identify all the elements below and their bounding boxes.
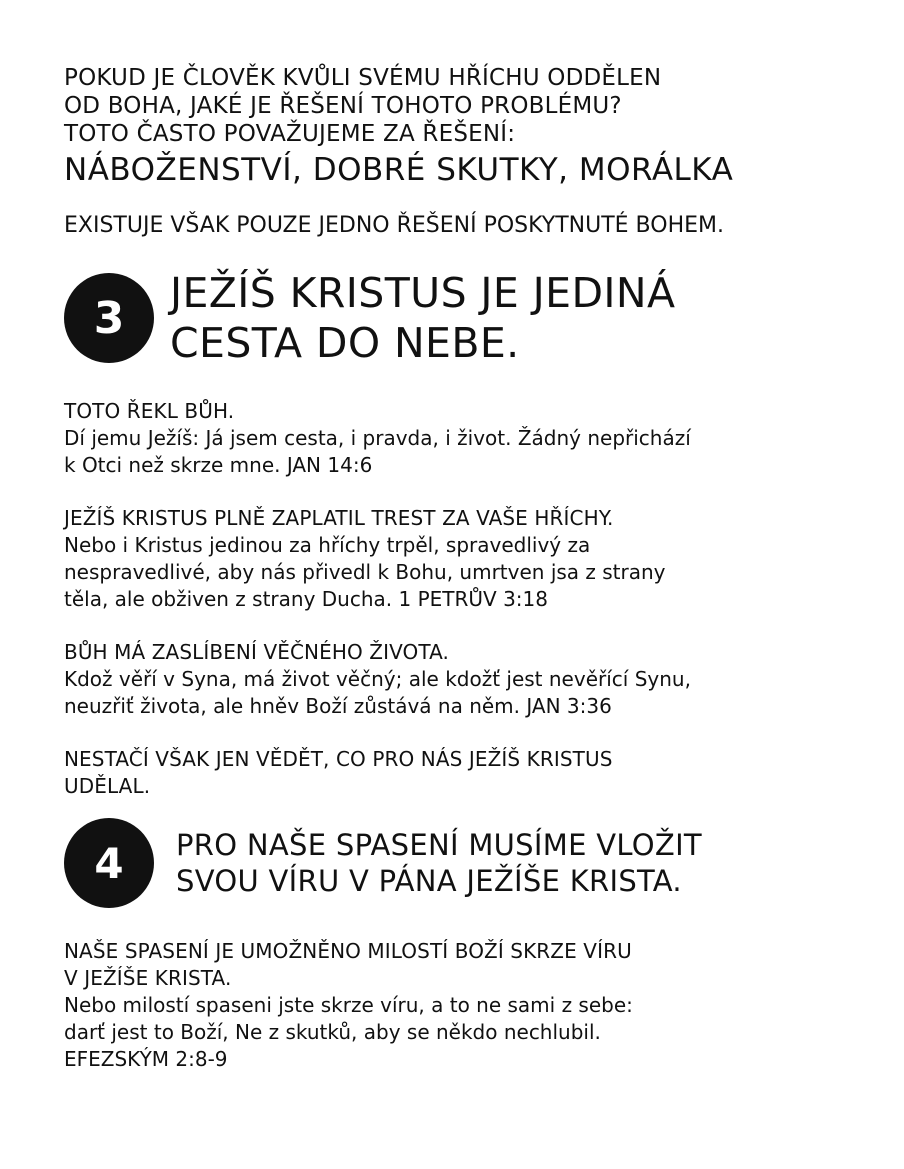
section-heading: JEŽÍŠ KRISTUS PLNĚ ZAPLATIL TREST ZA VAŠE HŘÍCHY. xyxy=(64,506,614,530)
point-4-title-line-2: SVOU VÍRU V PÁNA JEŽÍŠE KRISTA. xyxy=(176,864,682,898)
intro-line-2: OD BOHA, JAKÉ JE ŘEŠENÍ TOHOTO PROBLÉMU? xyxy=(64,93,622,119)
section-text-line: neuzřiť života, ale hněv Boží zůstává na něm. JAN 3:36 xyxy=(64,694,612,718)
section-text-line: Dí jemu Ježíš: Já jsem cesta, i pravda, i život. Žádný nepřichází xyxy=(64,426,691,450)
section-text-line: EFEZSKÝM 2:8-9 xyxy=(64,1047,228,1071)
point-3-title-line-1: JEŽÍŠ KRISTUS JE JEDINÁ xyxy=(170,269,676,317)
section-heading: BŮH MÁ ZASLÍBENÍ VĚČNÉHO ŽIVOTA. xyxy=(64,640,449,664)
section-text-line: V JEŽÍŠE KRISTA. xyxy=(64,966,232,990)
section-text-line: Nebo i Kristus jedinou za hříchy trpěl, spravedlivý za xyxy=(64,533,591,557)
section-text-line: Nebo milostí spaseni jste skrze víru, a to ne sami z sebe: xyxy=(64,993,633,1017)
point-3-heading xyxy=(64,268,864,368)
number-badge-4: 4 xyxy=(64,818,154,908)
point-4-title xyxy=(176,827,702,899)
document-page xyxy=(64,64,864,1073)
number-badge-3: 3 xyxy=(64,273,154,363)
section-heading: NESTAČÍ VŠAK JEN VĚDĚT, CO PRO NÁS JEŽÍŠ KRISTUS xyxy=(64,747,613,771)
intro-line-1: POKUD JE ČLOVĚK KVŮLI SVÉMU HŘÍCHU ODDĚLEN xyxy=(64,65,662,91)
section-toto-rekl-buh xyxy=(64,398,864,479)
section-jezis-zaplatil xyxy=(64,505,864,613)
point-3-title xyxy=(170,268,675,368)
section-nestaci xyxy=(64,746,864,800)
section-text-line: Kdož věří v Syna, má život věčný; ale kdožť jest nevěřící Synu, xyxy=(64,667,691,691)
point-3-title-line-2: CESTA DO NEBE. xyxy=(170,319,520,367)
section-text-line: nespravedlivé, aby nás přivedl k Bohu, umrtven jsa z strany xyxy=(64,560,666,584)
point-4-title-line-1: PRO NAŠE SPASENÍ MUSÍME VLOŽIT xyxy=(176,828,702,862)
section-text-line: k Otci než skrze mne. JAN 14:6 xyxy=(64,453,373,477)
section-text-line: darť jest to Boží, Ne z skutků, aby se někdo nechlubil. xyxy=(64,1020,601,1044)
intro-note: EXISTUJE VŠAK POUZE JEDNO ŘEŠENÍ POSKYTNUTÉ BOHEM. xyxy=(64,213,724,238)
section-text-line: UDĚLAL. xyxy=(64,774,151,798)
intro-line-3: TOTO ČASTO POVAŽUJEME ZA ŘEŠENÍ: xyxy=(64,121,516,147)
section-heading: TOTO ŘEKL BŮH. xyxy=(64,399,235,423)
section-heading: NAŠE SPASENÍ JE UMOŽNĚNO MILOSTÍ BOŽÍ SKRZE VÍRU xyxy=(64,939,632,963)
intro-solutions-heading: NÁBOŽENSTVÍ, DOBRÉ SKUTKY, MORÁLKA xyxy=(64,152,734,188)
intro-block xyxy=(64,64,864,240)
section-spaseni-milosti xyxy=(64,938,864,1073)
section-text-line: těla, ale obživen z strany Ducha. 1 PETRŮV 3:18 xyxy=(64,587,548,611)
point-4-heading xyxy=(64,818,864,908)
section-zaslibeni xyxy=(64,639,864,720)
